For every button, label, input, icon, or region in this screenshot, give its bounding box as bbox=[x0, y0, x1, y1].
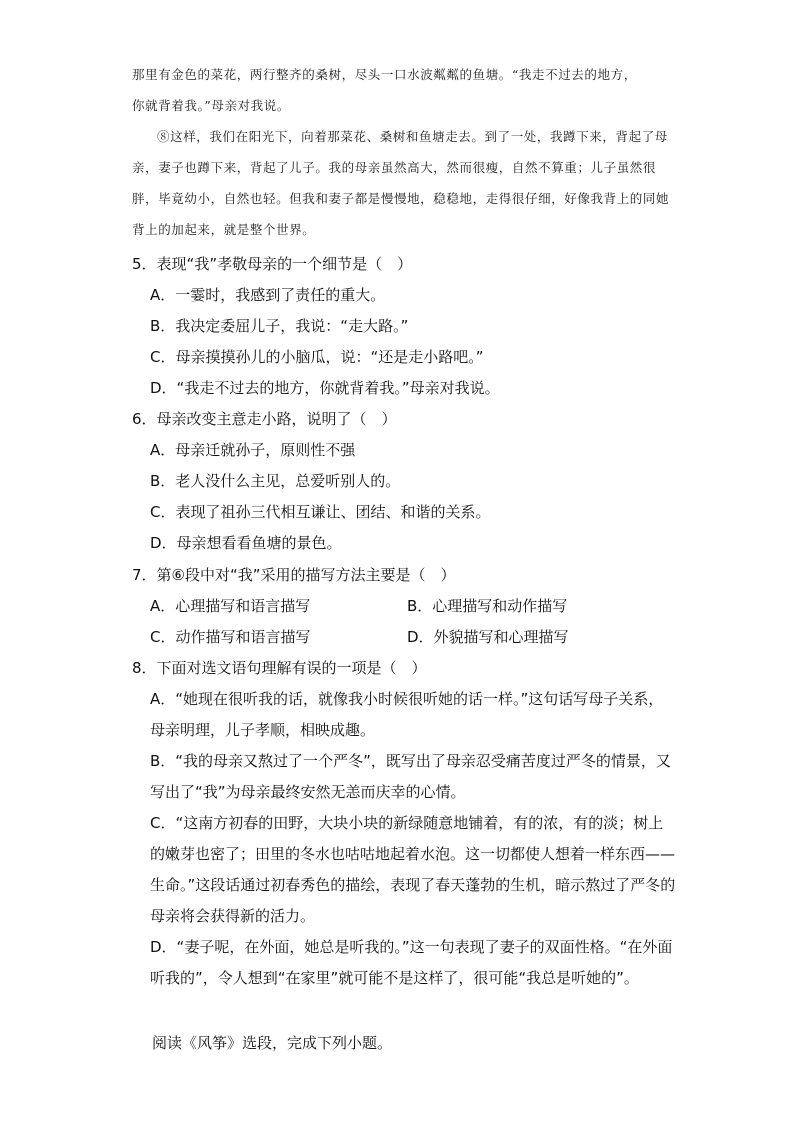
question-stem: 5．表现“我”孝敬母亲的一个细节是（ ） bbox=[132, 255, 413, 273]
option-a[interactable]: A．母亲迁就孙子，原则性不强 bbox=[150, 441, 356, 459]
option-d[interactable]: D．外貌描写和心理描写 bbox=[407, 628, 569, 646]
passage-line: 那里有金色的菜花，两行整齐的桑树，尽头一口水波粼粼的鱼塘。“我走不过去的地方， bbox=[132, 67, 637, 82]
question-8 bbox=[132, 653, 677, 994]
question-stem: 8．下面对选文语句理解有误的一项是（ ） bbox=[132, 659, 427, 677]
reading-passage bbox=[132, 59, 677, 245]
option-c[interactable]: C．表现了祖孙三代相互谦让、团结、和谐的关系。 bbox=[150, 503, 491, 521]
option-b[interactable]: B．心理描写和动作描写 bbox=[407, 597, 568, 615]
option-a[interactable]: A．心理描写和语言描写 bbox=[150, 597, 311, 615]
option-c[interactable]: C．母亲摸摸孙儿的小脑瓜，说：“还是走小路吧。” bbox=[150, 348, 484, 366]
option-c[interactable]: C．动作描写和语言描写 bbox=[150, 628, 311, 646]
next-section-instruction: 阅读《风筝》选段，完成下列小题。 bbox=[152, 1034, 393, 1052]
option-a[interactable]: A．“她现在很听我的话，就像我小时候很听她的话一样。”这句话写母子关系，母亲明理，儿子孝顺，相映成趣。 bbox=[150, 690, 664, 739]
passage-paragraph-8: ⑧这样，我们在阳光下，向着那菜花、桑树和鱼塘走去。到了一处，我蹲下来，背起了母亲，妻子也蹲下来，背起了儿子。我的母亲虽然高大，然而很瘦，自然不算重；儿子虽然很胖，毕竟幼小，自然也轻。但我和妻子都是慢慢地，稳稳地，走得很仔细，好像我背上的同她背上的加起来，就是整个世界。 bbox=[132, 129, 670, 237]
option-b[interactable]: B．老人没什么主见，总爱听别人的。 bbox=[150, 472, 401, 490]
question-stem: 6．母亲改变主意走小路，说明了（ ） bbox=[132, 410, 397, 428]
question-6 bbox=[132, 404, 677, 559]
option-d[interactable]: D．“妻子呢，在外面，她总是听我的。”这一句表现了妻子的双面性格。“在外面听我的”，令人想到“在家里”就可能不是这样了，很可能“我总是听她的”。 bbox=[150, 938, 673, 987]
option-a[interactable]: A．一霎时，我感到了责任的重大。 bbox=[150, 286, 386, 304]
option-d[interactable]: D．母亲想看看鱼塘的景色。 bbox=[150, 534, 342, 552]
option-b[interactable]: B．“我的母亲又熬过了一个严冬”，既写出了母亲忍受痛苦度过严冬的情景，又写出了“我”为母亲最终安然无恙而庆幸的心情。 bbox=[150, 752, 671, 801]
option-c[interactable]: C．“这南方初春的田野，大块小块的新绿随意地铺着，有的浓，有的淡；树上的嫩芽也密了；田里的冬水也咕咕地起着水泡。这一切都使人想着一样东西——生命。”这段话通过初春秀色的描绘，表现了春天蓬勃的生机，暗示熬过了严冬的母亲将会获得新的活力。 bbox=[150, 814, 676, 925]
question-7 bbox=[132, 560, 677, 653]
question-5 bbox=[132, 249, 677, 404]
option-b[interactable]: B．我决定委屈儿子，我说：“走大路。” bbox=[150, 317, 409, 335]
option-d[interactable]: D．“我走不过去的地方，你就背着我。”母亲对我说。 bbox=[150, 379, 500, 397]
question-stem: 7．第⑥段中对“我”采用的描写方法主要是（ ） bbox=[132, 566, 456, 584]
passage-line: 你就背着我。”母亲对我说。 bbox=[132, 98, 290, 113]
